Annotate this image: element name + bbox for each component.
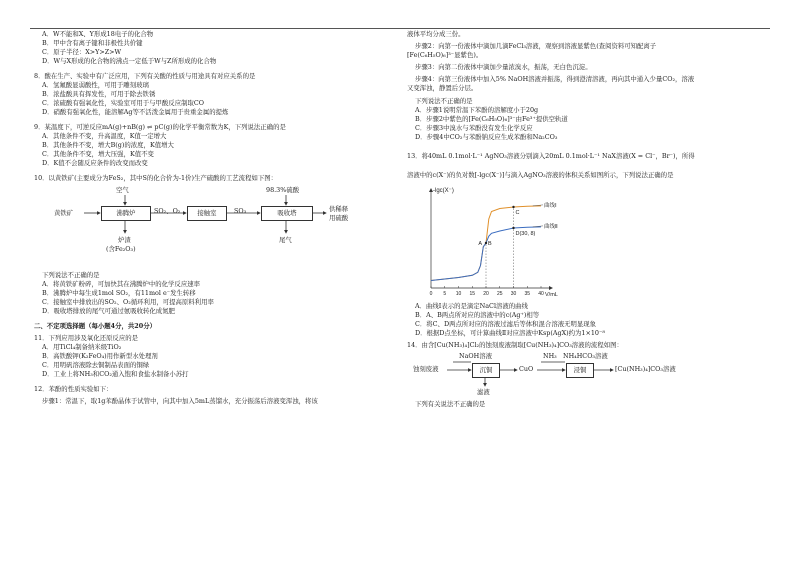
- option: A．步骤1说明常温下苯酚的溶解度小于20g: [415, 106, 539, 114]
- option: C．用明矾溶液除去铜制品表面的铜绿: [42, 361, 150, 369]
- left-column: [34, 30, 389, 406]
- option: C．其他条件不变，增大压强，K值不变: [42, 150, 154, 158]
- text-line: 步骤2：向第一份液体中滴加几滴FeCl₃溶液，观察到溶液显紫色(查阅资料可知配离子: [415, 42, 657, 50]
- question-10-stem: 10．以黄铁矿(主要成分为FeS₂，其中S的化合价为-1价)生产硫酸的工艺流程如下图：: [34, 174, 278, 182]
- flow-acid: 98.3%硫酸: [266, 186, 300, 194]
- x-tick-label: 0: [429, 291, 433, 297]
- flow-slag-note: (含Fe₂O₃): [106, 245, 136, 253]
- option: D．吸收塔排放的尾气可通过氨吸收转化成氮肥: [42, 307, 175, 315]
- x-tick-label: 25: [496, 291, 503, 297]
- y-axis-label: -lgc(X⁻): [433, 188, 454, 194]
- flow-gas1: SO₂、O₂: [154, 207, 181, 215]
- flow-tail: 尾气: [279, 236, 292, 244]
- option: B．A、B两点所对应的溶液中的c(Ag⁺)相等: [415, 311, 540, 319]
- right-column: [407, 30, 772, 409]
- copper-flow-diagram: [413, 350, 753, 400]
- flow-air: 空气: [116, 186, 129, 194]
- series-label: 曲线Ⅱ: [544, 223, 558, 230]
- option: B．步骤2中紫色的[Fe(C₆H₅O)₆]³⁻由Fe³⁺提供空轨道: [415, 115, 568, 123]
- header-rule: [30, 28, 770, 29]
- option: D．K值不会随反应条件的改变而改变: [42, 159, 148, 167]
- option: B．甲中含有离子键和非极性共价键: [42, 39, 143, 47]
- question-9-stem: 9．某温度下，可逆反应mA(g)+nB(g) ⇌ pC(g)的化学平衡常数为K，下列说法正确的是: [34, 123, 286, 131]
- flow-box-furnace: 沸腾炉: [101, 206, 151, 221]
- chart-svg: [413, 184, 573, 302]
- question-12-stem: 12．苯酚的性质实验如下：: [34, 385, 113, 393]
- x-tick-label: 20: [483, 291, 489, 297]
- option: D．工业上将NH₃和CO₂通入饱和食盐水制备小苏打: [42, 370, 189, 378]
- series-label: 曲线Ⅰ: [544, 202, 557, 209]
- flow2-box-precipitate: 沉铜: [472, 363, 500, 378]
- option: D．硝酸有强氧化性，能溶解Ag等不活泼金属用于贵重金属的提炼: [42, 108, 229, 116]
- x-tick-label: 5: [443, 291, 447, 297]
- flow2-reagent: NH₄HCO₃溶液: [563, 352, 608, 360]
- flow2-start: 蚀刻废液: [413, 365, 439, 373]
- flow-box-contact: 接触室: [187, 206, 227, 221]
- flow-gas2: SO₃: [234, 207, 247, 215]
- flow2-mid: CuO: [519, 365, 534, 373]
- x-tick-label: 40: [538, 291, 544, 297]
- point-marker: [512, 227, 514, 229]
- option: A．将黄铁矿粉碎，可加快其在沸腾炉中的化学反应速率: [42, 280, 200, 288]
- option: A．其他条件不变，升高温度，K值一定增大: [42, 132, 167, 140]
- option: B．浓盐酸具有挥发性，可用于除去铁锈: [42, 90, 156, 98]
- option: C．步骤3中溴水与苯酚没有发生化学反应: [415, 124, 533, 132]
- flow2-reagent: NaOH溶液: [459, 352, 492, 360]
- text-line: 步骤4：向第三份液体中加入5% NaOH溶液并振荡，得到澄清溶液，再向其中通入少量CO₂，溶液: [415, 75, 695, 83]
- option: D．根据D点坐标，可计算曲线Ⅱ对应溶液中Ksp(AgX)约为1×10⁻⁸: [415, 329, 605, 337]
- flow-raw: 黄铁矿: [54, 209, 74, 217]
- flow-box-absorber: 吸收塔: [261, 206, 313, 221]
- x-axis-label: V/mL: [545, 292, 558, 298]
- flow-arrows: [34, 183, 374, 271]
- option: C．接触室中排放出的SO₂、O₂循环利用，可提高原料利用率: [42, 298, 214, 306]
- question-8-stem: 8．酸在生产、实验中有广泛应用，下列有关酸的性质与用途具有对应关系的是: [34, 72, 256, 80]
- point-label: A: [478, 241, 482, 247]
- x-tick-label: 30: [510, 291, 517, 297]
- flow-product: 用硫酸: [329, 214, 349, 222]
- x-tick-label: 15: [469, 291, 476, 297]
- flow-product: 供稀释: [329, 205, 349, 213]
- option: D．步骤4中CO₂与苯酚钠反应生成苯酚和Na₂CO₃: [415, 133, 558, 141]
- sulfuric-acid-flow-diagram: [34, 183, 374, 271]
- option: A．氢氟酸显弱酸性，可用于雕刻玻璃: [42, 81, 149, 89]
- x-axis-arrow: [549, 286, 553, 290]
- question-13-stem: 13．将40mL 0.1mol·L⁻¹ AgNO₃溶液分别滴入20mL 0.1mol·L⁻¹ NaX溶液(X = Cl⁻，Br⁻)，所得: [407, 152, 695, 160]
- option: B．沸腾炉中每生成1mol SO₂，有11mol e⁻发生转移: [42, 289, 196, 297]
- question-12-step1: 步骤1：常温下，取1g苯酚晶体于试管中，向其中加入5mL蒸馏水，充分振荡后溶液变浑浊，将该: [42, 397, 318, 405]
- point-label: B: [488, 241, 492, 247]
- flow2-reagent: NH₃: [543, 352, 557, 360]
- question-10-subq: 下列说法不正确的是: [42, 271, 100, 279]
- question-14-stem: 14．由含[Cu(NH₃)₄]Cl₂的蚀刻废液制取[Cu(NH₃)₄]CO₃溶液的流程如图：: [407, 341, 623, 349]
- option: A．W不能和X、Y形成18电子的化合物: [42, 30, 154, 38]
- option: A．曲线Ⅰ表示的是滴定NaCl溶液的曲线: [415, 302, 528, 310]
- option: D．W与X形成的化合物的沸点一定低于W与Z所形成的化合物: [42, 57, 217, 65]
- text-line: 液体平均分成三份。: [407, 30, 465, 38]
- point-label: C: [515, 210, 520, 216]
- point-marker: [512, 206, 514, 208]
- text-line: [Fe(C₆H₅O)₆]³⁻显紫色)。: [407, 51, 483, 59]
- option: B．其他条件不变，增大B(g)的浓度，K值增大: [42, 141, 174, 149]
- question-12-subq: 下列说法不正确的是: [415, 97, 473, 105]
- flow2-product: [Cu(NH₃)₄]CO₃溶液: [615, 365, 676, 373]
- section-heading: 二、不定项选择题（每小题4分，共20分）: [34, 322, 156, 330]
- x-tick-label: 10: [455, 291, 462, 297]
- option: A．用TiCl₄制备纳米级TiO₂: [42, 343, 122, 351]
- point-marker: [485, 242, 487, 244]
- text-line: 又变浑浊，静置后分层。: [407, 84, 478, 92]
- point-label: D(30, 8): [515, 231, 536, 237]
- question-14-subq: 下列有关说法不正确的是: [415, 400, 486, 408]
- x-tick-label: 35: [524, 291, 531, 297]
- titration-chart: [413, 184, 573, 302]
- flow2-waste: 滤液: [477, 388, 490, 396]
- question-13-stem: 溶液中的c(X⁻)的负对数[-lgc(X⁻)]与滴入AgNO₃溶液的体积关系如图所示，下列说法正确的是: [407, 171, 674, 179]
- option: C．原子半径：X>Y>Z>W: [42, 48, 122, 56]
- text-line: 步骤3：向第二份液体中滴加少量浓溴水，振荡，无白色沉淀。: [415, 63, 592, 71]
- question-11-stem: 11．下列应用涉及氧化还原反应的是: [34, 334, 138, 342]
- option: C．将C、D两点所对应的溶液过滤后等体积混合溶液无明显现象: [415, 320, 597, 328]
- flow2-box-leach: 浸铜: [566, 363, 594, 378]
- option: C．浓硫酸有强氧化性，实验室可用于与甲酸反应制取CO: [42, 99, 205, 107]
- option: B．高铁酸钾(K₂FeO₄)用作新型水处理剂: [42, 352, 158, 360]
- flow-slag: 炉渣: [118, 236, 131, 244]
